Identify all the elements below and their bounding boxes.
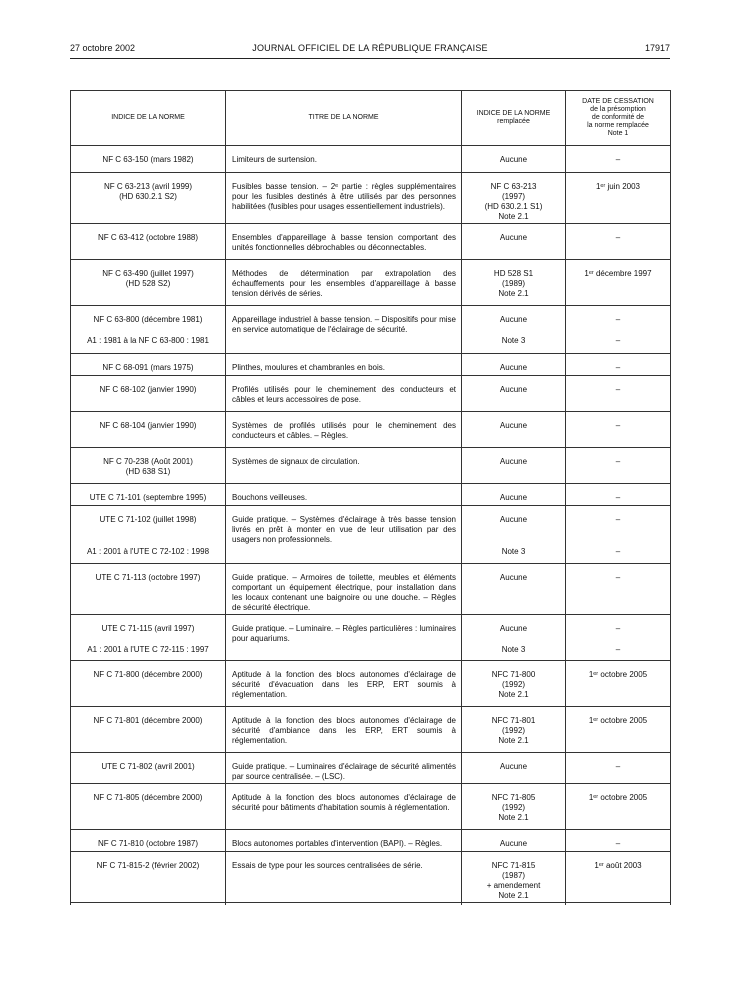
table-row	[71, 306, 671, 354]
column-header-line: TITRE DE LA NORME	[308, 114, 379, 121]
norm-title-cell	[226, 753, 462, 784]
norm-title-cell	[226, 146, 462, 173]
replaced-norm: Aucune	[499, 515, 528, 524]
replaced-norm-cell	[462, 376, 566, 412]
replaced-norm: Aucune	[499, 315, 528, 324]
cessation-date-cell	[566, 376, 671, 412]
cessation-date-cell	[566, 146, 671, 173]
table-row	[71, 412, 671, 448]
continuation-cell	[71, 903, 226, 906]
norm-index: NF C 71-801 (décembre 2000)	[93, 716, 203, 725]
cessation-date: 1ᵉʳ octobre 2005	[588, 670, 648, 679]
norm-title-cell	[226, 615, 462, 661]
continuation-cell	[462, 903, 566, 906]
norm-title: Méthodes de détermination par extrapolation des échauffements pour les ensembles d'appareillage à basse tension dérivés de séries.	[232, 269, 456, 298]
replaced-norm: Aucune	[499, 457, 528, 466]
norm-index-cell	[71, 564, 226, 615]
cessation-date: –	[615, 515, 621, 524]
replaced-norm: + amendement	[486, 881, 541, 890]
norm-title: Blocs autonomes portables d'intervention (BAPI). – Règles.	[232, 839, 443, 848]
column-header-line: DATE DE CESSATION	[582, 98, 654, 105]
norm-index: NF C 68-091 (mars 1975)	[102, 363, 194, 372]
replaced-norm: (1987)	[501, 871, 526, 880]
continuation-cell	[226, 903, 462, 906]
replaced-norm-cell	[462, 852, 566, 903]
norm-title: Fusibles basse tension. – 2ᵉ partie : règles supplémentaires pour les fusibles destinés à être utilisés par des personnes habilitées (fusibles pour usages essentiellement industriels).	[232, 182, 456, 211]
table-row	[71, 173, 671, 224]
cessation-date: 1ᵉʳ octobre 2005	[588, 793, 648, 802]
column-header-cessation	[566, 91, 671, 146]
amendment-replaced: Note 3	[501, 547, 526, 556]
norm-title: Limiteurs de surtension.	[232, 155, 317, 164]
replaced-norm: Aucune	[499, 233, 528, 242]
replaced-norm: Note 2.1	[498, 891, 529, 900]
replaced-norm-cell	[462, 260, 566, 306]
cessation-date-cell	[566, 224, 671, 260]
norm-index: NF C 63-800 (décembre 1981)	[93, 315, 203, 324]
cessation-date: –	[615, 839, 621, 848]
replaced-norm-cell	[462, 661, 566, 707]
replaced-norm: (1992)	[501, 803, 526, 812]
norm-title-cell	[226, 448, 462, 484]
norm-title-cell	[226, 661, 462, 707]
norm-index: UTE C 71-102 (juillet 1998)	[99, 515, 197, 524]
replaced-norm: Aucune	[499, 493, 528, 502]
cessation-date-cell	[566, 484, 671, 506]
norm-index-cell	[71, 707, 226, 753]
column-header-line: remplacée	[497, 118, 530, 125]
replaced-norm: NFC 71-815	[491, 861, 536, 870]
amendment-cessation: –	[615, 547, 621, 556]
header-rule	[70, 58, 670, 59]
norm-index: NF C 71-815-2 (février 2002)	[96, 861, 200, 870]
norm-index-cell	[71, 224, 226, 260]
replaced-norm: Note 2.1	[498, 289, 529, 298]
norm-title-cell	[226, 306, 462, 354]
cessation-date: 1ᵉʳ août 2003	[594, 861, 642, 870]
cessation-date-cell	[566, 173, 671, 224]
journal-title: JOURNAL OFFICIEL DE LA RÉPUBLIQUE FRANÇAISE	[252, 43, 488, 53]
table-row	[71, 564, 671, 615]
norm-title-cell	[226, 707, 462, 753]
cessation-date-cell	[566, 830, 671, 852]
replaced-norm-cell	[462, 615, 566, 661]
norm-title: Appareillage industriel à basse tension. – Dispositifs pour mise en service automatique de l'éclairage de sécurité.	[232, 315, 456, 334]
cessation-date-cell	[566, 306, 671, 354]
table-row	[71, 376, 671, 412]
cessation-date-cell	[566, 506, 671, 564]
norm-index: NF C 63-213 (avril 1999)	[103, 182, 193, 191]
norm-title-cell	[226, 376, 462, 412]
table-row	[71, 707, 671, 753]
replaced-norm: Aucune	[499, 624, 528, 633]
replaced-norm-cell	[462, 753, 566, 784]
norm-title-cell	[226, 784, 462, 830]
norm-index-cell	[71, 661, 226, 707]
continuation-cell	[566, 903, 671, 906]
cessation-date-cell	[566, 448, 671, 484]
norm-title-cell	[226, 506, 462, 564]
replaced-norm-cell	[462, 784, 566, 830]
norm-index: NF C 63-490 (juillet 1997)	[102, 269, 194, 278]
replaced-norm-cell	[462, 484, 566, 506]
norm-index-cell	[71, 146, 226, 173]
cessation-date: –	[615, 493, 621, 502]
cessation-date: –	[615, 233, 621, 242]
norm-title: Systèmes de signaux de circulation.	[232, 457, 360, 466]
amendment-index: A1 : 2001 à l'UTE C 72-102 : 1998	[86, 547, 210, 556]
replaced-norm: Note 2.1	[498, 813, 529, 822]
table-continuation	[71, 903, 671, 906]
norm-index: NF C 68-102 (janvier 1990)	[99, 385, 197, 394]
cessation-date: –	[615, 385, 621, 394]
table-row	[71, 448, 671, 484]
cessation-date: –	[615, 573, 621, 582]
column-header-line: INDICE DE LA NORME	[111, 114, 185, 121]
table-row	[71, 354, 671, 376]
norm-title: Aptitude à la fonction des blocs autonomes d'éclairage de sécurité pour bâtiments d'habitation soumis à réglementation.	[232, 793, 456, 812]
column-header-line: Note 1	[607, 130, 629, 137]
column-header-line: de conformité de	[591, 114, 645, 121]
norm-title: Essais de type pour les sources centralisées de série.	[232, 861, 423, 870]
replaced-norm-cell	[462, 506, 566, 564]
cessation-date: 1ᵉʳ octobre 2005	[588, 716, 648, 725]
replaced-norm: Aucune	[499, 385, 528, 394]
norm-index: UTE C 71-113 (octobre 1997)	[95, 573, 201, 582]
amendment-index: A1 : 1981 à la NF C 63-800 : 1981	[87, 336, 209, 345]
norm-index: UTE C 71-115 (avril 1997)	[101, 624, 195, 633]
column-header-line: la norme remplacée	[587, 122, 649, 129]
column-header-indice	[71, 91, 226, 146]
cessation-date: –	[615, 457, 621, 466]
table-body	[71, 146, 671, 906]
norm-title: Guide pratique. – Armoires de toilette, meubles et éléments comportant un équipement électrique, pour installation dans les locaux contenant une baignoire ou une douche. – Règles de sécurité électrique.	[232, 573, 456, 612]
norm-title-cell	[226, 173, 462, 224]
replaced-norm-cell	[462, 707, 566, 753]
norm-index-cell	[71, 173, 226, 224]
norm-index-cell	[71, 260, 226, 306]
cessation-date-cell	[566, 707, 671, 753]
amendment-cessation: –	[615, 645, 621, 654]
norm-title: Aptitude à la fonction des blocs autonomes d'éclairage de sécurité d'évacuation dans les ERP, ERT soumis à réglementation.	[232, 670, 456, 699]
table-row	[71, 830, 671, 852]
norm-index-cell	[71, 852, 226, 903]
table-row	[71, 661, 671, 707]
norm-title: Plinthes, moulures et chambranles en bois.	[232, 363, 385, 372]
replaced-norm: Note 2.1	[498, 212, 529, 221]
cessation-date: 1ᵉʳ décembre 1997	[584, 269, 652, 278]
norm-title: Guide pratique. – Luminaire. – Règles particulières : luminaires pour aquariums.	[232, 624, 456, 643]
publication-date: 27 octobre 2002	[70, 43, 136, 53]
norm-title: Systèmes de profilés utilisés pour le cheminement des conducteurs et câbles. – Règles.	[232, 421, 456, 440]
page-header	[70, 43, 670, 57]
norm-title: Guide pratique. – Systèmes d'éclairage à très basse tension livrés en prêt à monter en vue de leur utilisation par des usagers non professionnels.	[232, 515, 456, 544]
column-header-line: de la présomption	[590, 106, 646, 113]
table-row	[71, 615, 671, 661]
page-number: 17917	[644, 43, 670, 53]
table-row	[71, 852, 671, 903]
cessation-date: –	[615, 762, 621, 771]
standards-table	[70, 90, 671, 905]
replaced-norm: HD 528 S1	[493, 269, 534, 278]
norm-index-cell	[71, 753, 226, 784]
norm-index-cell	[71, 784, 226, 830]
replaced-norm-cell	[462, 412, 566, 448]
replaced-norm: NFC 71-801	[491, 716, 536, 725]
cessation-date-cell	[566, 260, 671, 306]
replaced-norm-cell	[462, 224, 566, 260]
norm-index: NF C 71-800 (décembre 2000)	[93, 670, 203, 679]
replaced-norm-cell	[462, 306, 566, 354]
table-row	[71, 506, 671, 564]
cessation-date-cell	[566, 354, 671, 376]
norm-title: Aptitude à la fonction des blocs autonomes d'éclairage de sécurité d'ambiance dans les ERP, ERT soumis à réglementation.	[232, 716, 456, 745]
norm-index-cell	[71, 412, 226, 448]
norm-index-cell	[71, 376, 226, 412]
norm-index-cell	[71, 506, 226, 564]
table-row	[71, 260, 671, 306]
replaced-norm: Aucune	[499, 762, 528, 771]
replaced-norm: (1997)	[501, 192, 526, 201]
norm-index-cell	[71, 830, 226, 852]
norm-index: NF C 68-104 (janvier 1990)	[99, 421, 197, 430]
norm-index: UTE C 71-802 (avril 2001)	[101, 762, 195, 771]
norm-title: Bouchons veilleuses.	[232, 493, 308, 502]
replaced-norm-cell	[462, 448, 566, 484]
cessation-date-cell	[566, 753, 671, 784]
norm-index: UTE C 71-101 (septembre 1995)	[89, 493, 207, 502]
norm-index-cell	[71, 354, 226, 376]
norm-index: NF C 63-412 (octobre 1988)	[97, 233, 199, 242]
norm-index: (HD 630.2.1 S2)	[119, 192, 177, 201]
norm-title-cell	[226, 412, 462, 448]
norm-title-cell	[226, 260, 462, 306]
norm-title: Profilés utilisés pour le cheminement des conducteurs et câbles et leurs accessoires de pose.	[232, 385, 456, 404]
norm-title: Guide pratique. – Luminaires d'éclairage de sécurité alimentés par source centralisée. – (LSC).	[232, 762, 456, 781]
cessation-date: –	[615, 315, 621, 324]
norm-title-cell	[226, 564, 462, 615]
cessation-date: –	[615, 363, 621, 372]
replaced-norm: (1992)	[501, 726, 526, 735]
table-header-row	[71, 91, 671, 146]
cessation-date: 1ᵉʳ juin 2003	[595, 182, 641, 191]
replaced-norm: (1989)	[501, 279, 526, 288]
norm-title: Ensembles d'appareillage à basse tension comportant des unités fonctionnelles débrochables ou déconnectables.	[232, 233, 456, 252]
norm-title-cell	[226, 224, 462, 260]
norm-index-cell	[71, 484, 226, 506]
table-row	[71, 784, 671, 830]
table-row	[71, 224, 671, 260]
norm-index: (HD 638 S1)	[125, 467, 171, 476]
replaced-norm: Note 2.1	[498, 736, 529, 745]
replaced-norm: Aucune	[499, 573, 528, 582]
cessation-date-cell	[566, 412, 671, 448]
norm-index-cell	[71, 615, 226, 661]
table-row	[71, 146, 671, 173]
replaced-norm: (HD 630.2.1 S1)	[484, 202, 543, 211]
norm-index: NF C 63-150 (mars 1982)	[102, 155, 194, 164]
replaced-norm: Aucune	[499, 155, 528, 164]
replaced-norm-cell	[462, 564, 566, 615]
replaced-norm-cell	[462, 146, 566, 173]
norm-index-cell	[71, 448, 226, 484]
amendment-replaced: Note 3	[501, 336, 526, 345]
replaced-norm: Aucune	[499, 839, 528, 848]
norm-title-cell	[226, 484, 462, 506]
cessation-date: –	[615, 624, 621, 633]
norm-index: NF C 70-238 (Août 2001)	[103, 457, 193, 466]
replaced-norm-cell	[462, 830, 566, 852]
cessation-date-cell	[566, 615, 671, 661]
cessation-date-cell	[566, 564, 671, 615]
replaced-norm: Note 2.1	[498, 690, 529, 699]
cessation-date-cell	[566, 784, 671, 830]
amendment-index: A1 : 2001 à l'UTE C 72-115 : 1997	[87, 645, 209, 654]
replaced-norm: NFC 71-800	[491, 670, 536, 679]
column-header-titre	[226, 91, 462, 146]
cessation-date-cell	[566, 852, 671, 903]
norm-index: NF C 71-810 (octobre 1987)	[97, 839, 199, 848]
replaced-norm: (1992)	[501, 680, 526, 689]
replaced-norm: NF C 63-213	[490, 182, 537, 191]
amendment-replaced: Note 3	[501, 645, 526, 654]
replaced-norm: NFC 71-805	[491, 793, 536, 802]
norm-index: (HD 528 S2)	[125, 279, 171, 288]
replaced-norm: Aucune	[499, 421, 528, 430]
norm-title-cell	[226, 852, 462, 903]
replaced-norm: Aucune	[499, 363, 528, 372]
replaced-norm-cell	[462, 354, 566, 376]
table-row	[71, 484, 671, 506]
cessation-date: –	[615, 421, 621, 430]
norm-index: NF C 71-805 (décembre 2000)	[93, 793, 203, 802]
amendment-cessation: –	[615, 336, 621, 345]
table-row	[71, 753, 671, 784]
column-header-line: INDICE DE LA NORME	[476, 110, 551, 117]
cessation-date-cell	[566, 661, 671, 707]
column-header-remplacee	[462, 91, 566, 146]
norm-title-cell	[226, 354, 462, 376]
norm-index-cell	[71, 306, 226, 354]
replaced-norm-cell	[462, 173, 566, 224]
norm-title-cell	[226, 830, 462, 852]
cessation-date: –	[615, 155, 621, 164]
